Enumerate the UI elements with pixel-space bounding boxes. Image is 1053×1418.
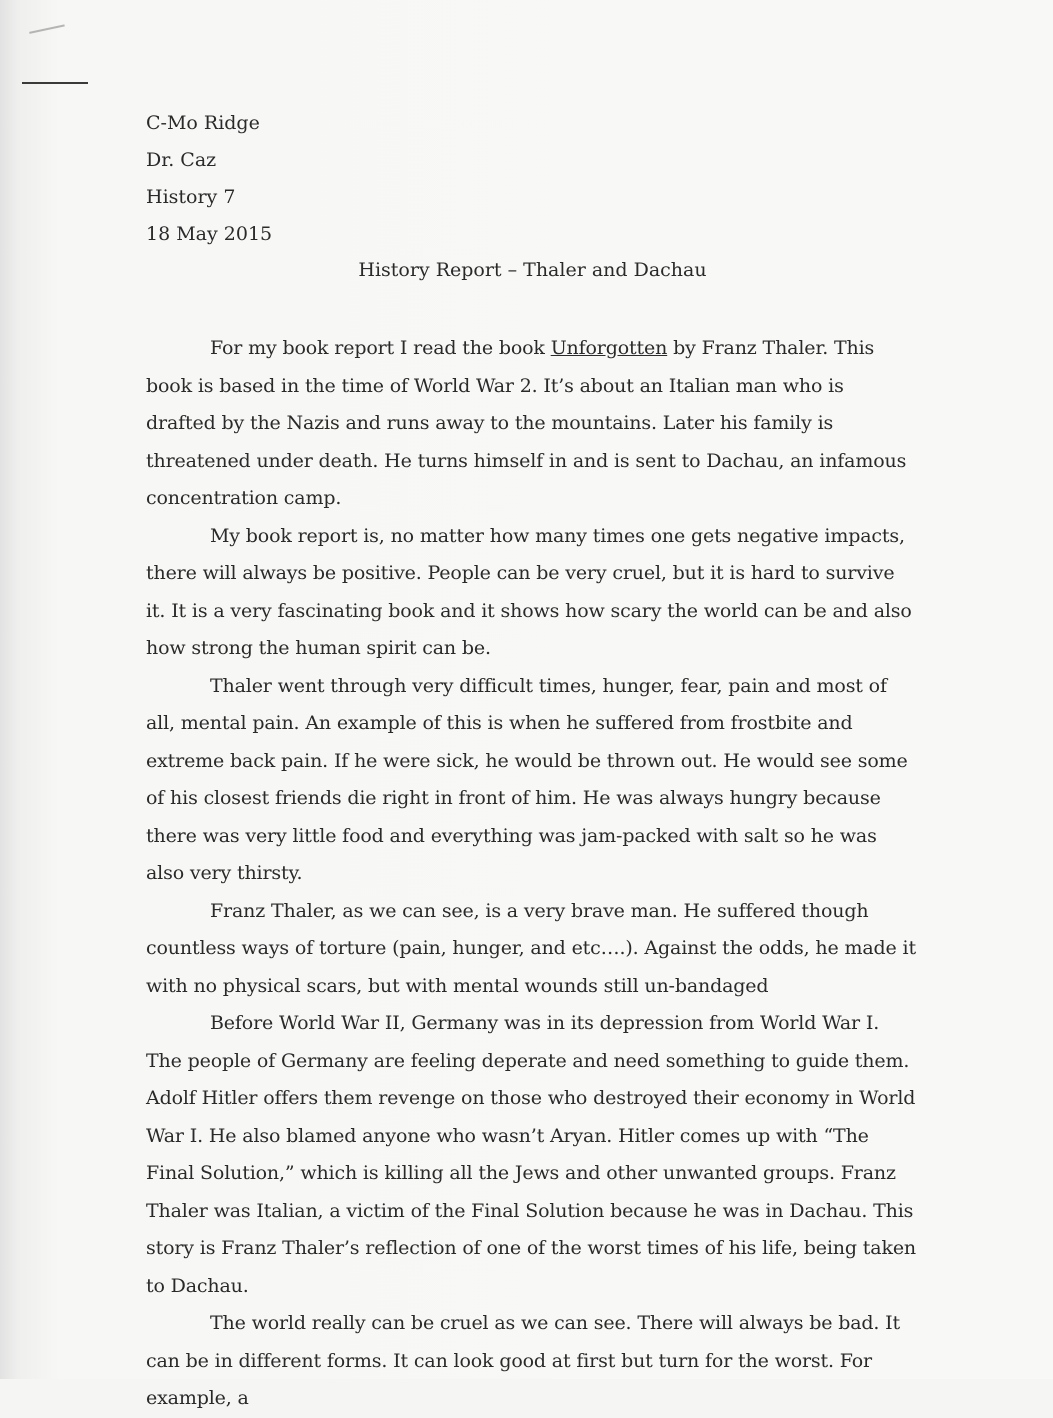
report-body [146, 330, 916, 1418]
paragraph-1-before: For my book report I read the book [210, 337, 551, 359]
scan-edge-mark [22, 82, 88, 84]
paragraph-2: My book report is, no matter how many times one gets negative impacts, there will always be positive. People can be very cruel, but it is hard to survive it. It is a very fascinating book and it shows how scary the world can be and also how strong the human spirit can be. [146, 524, 912, 659]
course-name: History 7 [146, 186, 236, 208]
paragraph-4: Franz Thaler, as we can see, is a very brave man. He suffered though countless ways of torture (pain, hunger, and etc….). Against the odds, he made it with no physical scars, but with mental wounds still un-bandaged [146, 899, 916, 997]
report-title: History Report – Thaler and Dachau [358, 259, 707, 281]
book-title: Unforgotten [550, 337, 668, 359]
paragraph-1-after: by Franz Thaler. This book is based in the time of World War 2. It’s about an Italian man who is drafted by the Nazis and runs away to the mountains. Later his family is threatened under death. He turns himself in and is sent to Dachau, an infamous concentration camp. [146, 337, 907, 509]
report-date: 18 May 2015 [146, 223, 273, 245]
student-name: C-Mo Ridge [146, 112, 260, 134]
scan-smudge [29, 24, 67, 43]
paragraph-1 [146, 330, 916, 518]
paragraph-3: Thaler went through very difficult times, hunger, fear, pain and most of all, mental pain. An example of this is when he suffered from frostbite and extreme back pain. If he were sick, he would be thrown out. He would see some of his closest friends die right in front of him. He was always hungry because there was very little food and everything was jam-packed with salt so he was also very thirsty. [146, 674, 908, 884]
paragraph-5: Before World War II, Germany was in its depression from World War I. The people of Germany are feeling deperate and need something to guide them. Adolf Hitler offers them revenge on those who destroyed their economy in World War I. He also blamed anyone who wasn’t Aryan. Hitler comes up with “The Final Solution,” which is killing all the Jews and other unwanted groups. Franz Thaler was Italian, a victim of the Final Solution because he was in Dachau. This story is Franz Thaler’s reflection of one of the worst times of his life, being taken to Dachau. [146, 1012, 917, 1297]
teacher-name: Dr. Caz [146, 149, 217, 171]
paragraph-6: The world really can be cruel as we can see. There will always be bad. It can be in different forms. It can look good at first but turn for the worst. For example, a [146, 1312, 901, 1409]
